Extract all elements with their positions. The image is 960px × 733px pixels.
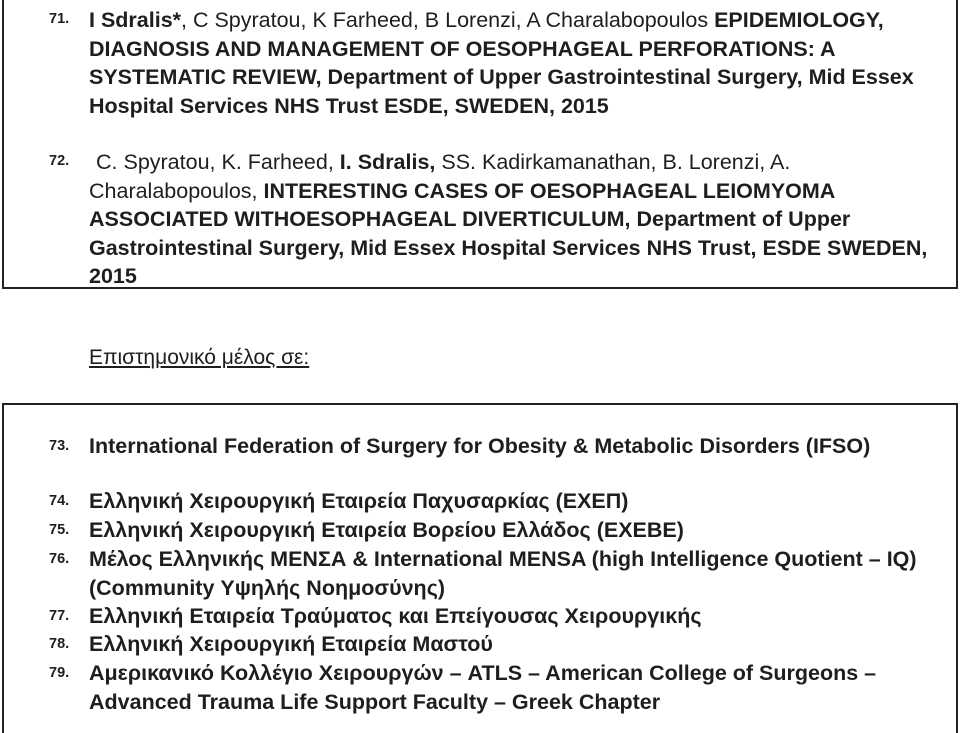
membership-text: Μέλος Ελληνικής ΜΕΝΣΑ & International MENSA (high Intelligence Quotient – IQ) (Community Υψηλής Νοημοσύνης) [89,547,917,600]
author-highlight: I Sdralis* [89,8,182,32]
co-authors: , C Spyratou, K Farheed, B Lorenzi, A Charalabopoulos [181,8,709,32]
entry-number: 78. [49,636,70,652]
entry-number: 75. [49,522,70,538]
membership-text: Ελληνική Χειρουργική Εταιρεία Παχυσαρκίας (ΕΧΕΠ) [89,489,629,513]
membership-text: Αμερικανικό Κολλέγιο Χειρουργών – ATLS – American College of Surgeons – Advanced Trauma Life Support Faculty – Greek Chapter [89,661,877,714]
co-authors: C. Spyratou, K. Farheed, [96,150,340,174]
co-authors: SS. Kadirkamanathan, B. Lorenzi, A. Charalabopoulos, [89,150,791,203]
entry-number: 72. [49,153,70,169]
entry-number: 77. [49,608,70,624]
entry-number: 76. [49,551,70,567]
publication-title: INTERESTING CASES OF OESOPHAGEAL LEIOMYOMA ASSOCIATED WITHOESOPHAGEAL DIVERTICULUM, Department of Upper Gastrointestinal Surgery, Mid Essex Hospital Services NHS Trust, ESDE SWEDEN, 2015 [89,178,928,288]
publication-text [89,148,929,291]
membership-text: Ελληνική Χειρουργική Εταιρεία Βορείου Ελλάδος (ΕΧΕΒΕ) [89,518,684,542]
entry-number: 79. [49,665,70,681]
publication-title: EPIDEMIOLOGY, DIAGNOSIS AND MANAGEMENT OF OESOPHAGEAL PERFORATIONS: A SYSTEMATIC REVIEW, Department of Upper Gastrointestinal Surgery, Mid Essex Hospital Services NHS Trust ESDE, SWEDEN, 2015 [89,8,914,118]
entry-number: 73. [49,438,70,454]
author-highlight: I. Sdralis, [339,150,436,174]
entry-number: 74. [49,493,70,509]
entry-number: 71. [49,11,70,27]
section-heading: Επιστημονικό μέλος σε: [89,346,310,369]
membership-text: International Federation of Surgery for Obesity & Metabolic Disorders (IFSO) [89,434,871,458]
membership-text: Ελληνική Εταιρεία Τραύματος και Επείγουσας Χειρουργικής [89,604,702,628]
membership-text: Ελληνική Χειρουργική Εταιρεία Μαστού [89,632,493,656]
publication-text [89,6,929,120]
